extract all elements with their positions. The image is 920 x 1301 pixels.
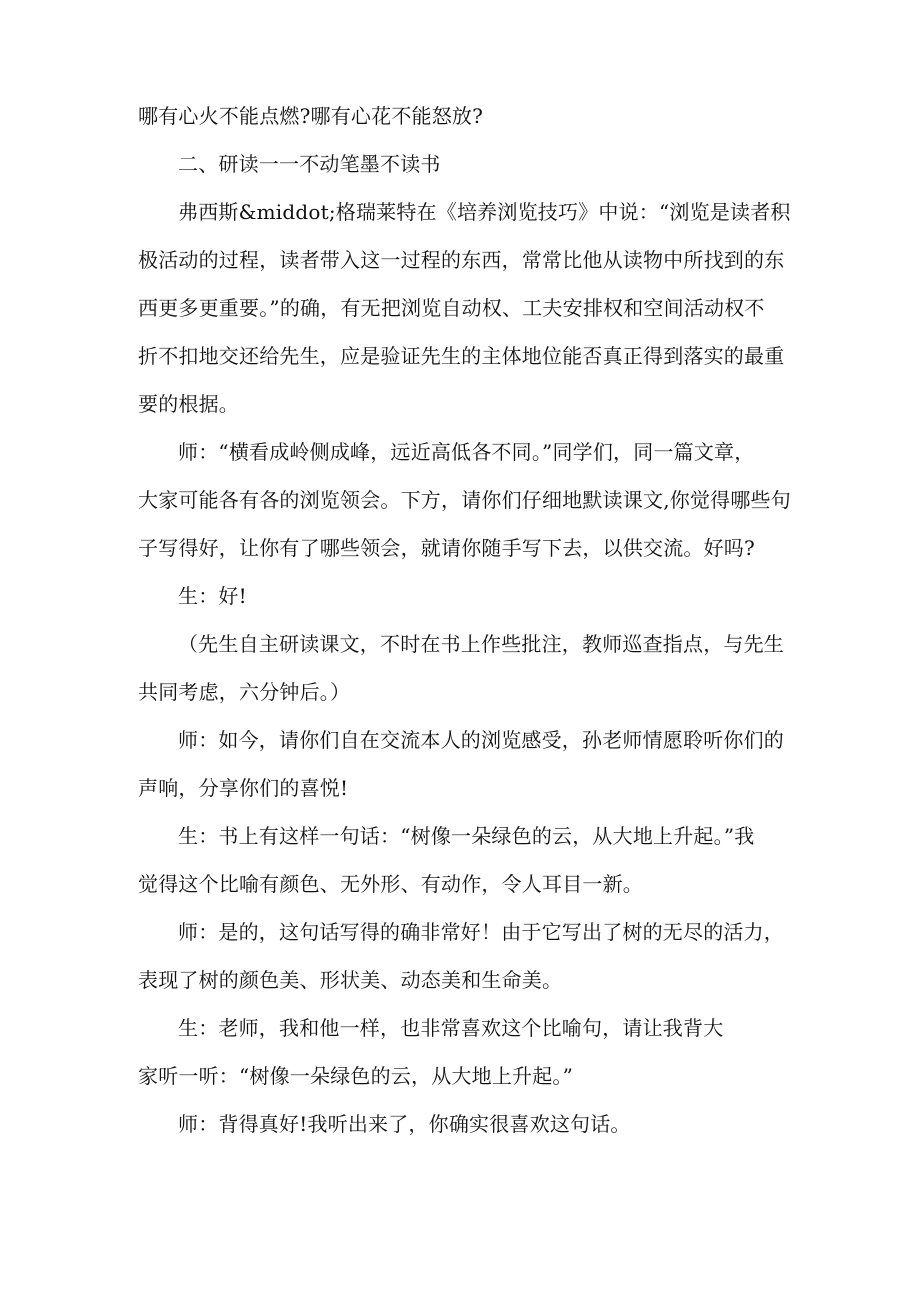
text-line: 声响，分享你们的喜悦! [138,776,349,800]
text-line: 师：“横看成岭侧成峰，远近高低各不同。”同学们，同一篇文章， [178,440,755,464]
text-line: 师：背得真好!我听出来了，你确实很喜欢这句话。 [178,1112,631,1136]
text-line: 家听一听：“树像一朵绿色的云，从大地上升起。” [138,1064,574,1088]
text-line: 觉得这个比喻有颜色、无外形、有动作，令人耳目一新。 [138,872,643,896]
text-line: 折不扣地交还给先生，应是验证先生的主体地位能否真正得到落实的最重 [138,344,785,368]
text-line: 子写得好，让你有了哪些领会，就请你随手写下去，以供交流。好吗? [138,536,755,560]
text-line: 西更多更重要。”的确，有无把浏览自动权、工夫安排权和空间活动权不 [138,296,765,320]
text-line: 大家可能各有各的浏览领会。下方，请你们仔细地默读课文,你觉得哪些句 [138,488,791,512]
text-line: 生：老师，我和他一样，也非常喜欢这个比喻句，请让我背大 [178,1016,724,1040]
text-line: （先生自主研读课文，不时在书上作些批注，教师巡查指点，与先生 [178,632,784,656]
text-line: 极活动的过程，读者带入这一过程的东西，常常比他从读物中所找到的东 [138,248,785,272]
text-line: 共同考虑，六分钟后。） [138,680,351,704]
text-line: 哪有心火不能点燃?哪有心花不能怒放? [138,104,484,128]
text-line: 表现了树的颜色美、形状美、动态美和生命美。 [138,968,563,992]
text-line: 生：好! [178,584,247,608]
section-heading: 二、研读一一不动笔墨不读书 [178,152,441,176]
text-line: 要的根据。 [138,392,239,416]
text-line: 师：如今，请你们自在交流本人的浏览感受，孙老师情愿聆听你们的 [178,728,784,752]
text-line: 师：是的，这句话写得的确非常好！由于它写出了树的无尽的活力， [178,920,784,944]
text-line: 生：书上有这样一句话：“树像一朵绿色的云，从大地上升起。”我 [178,824,755,848]
text-line: 弗西斯&middot;格瑞莱特在《培养浏览技巧》中说：“浏览是读者积 [178,200,791,224]
